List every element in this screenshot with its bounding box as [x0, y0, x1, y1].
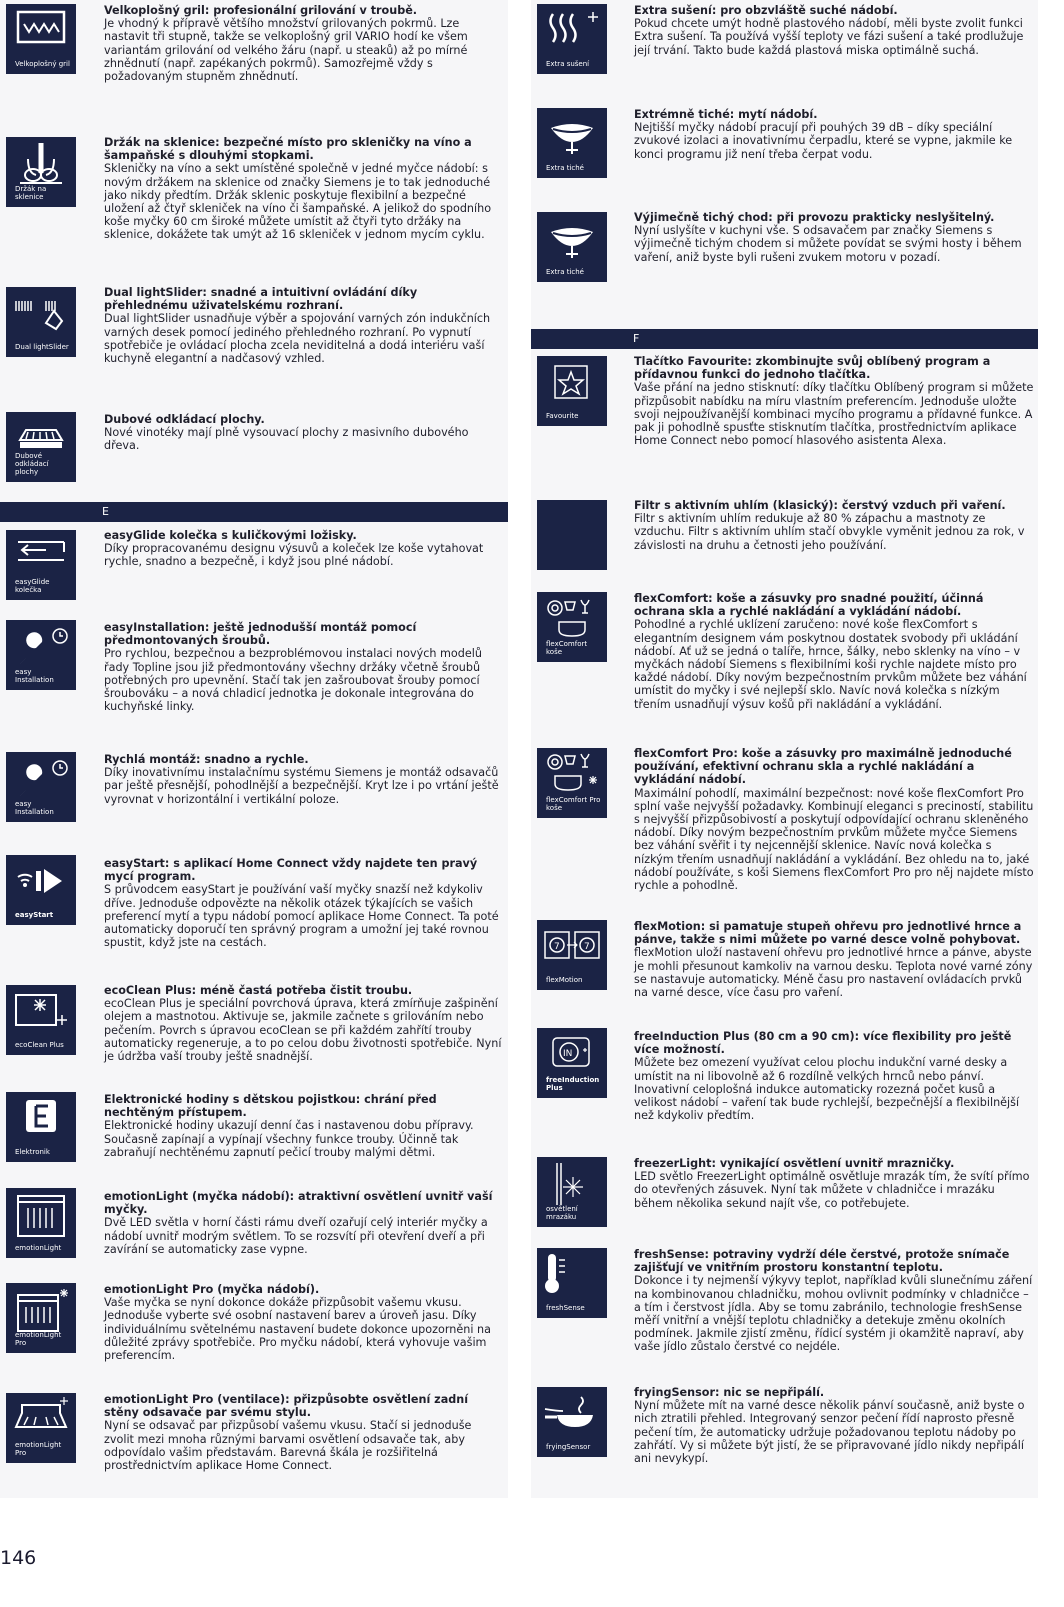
- entry-body: Maximální pohodlí, maximální bezpečnost: nové koše flexComfort Pro splní vaše nejvyšší požadavky. Kombinují eleganci s preciností, stabilitu s nejvyšší přizpůsobivostí a poskytují odpovídající ochranu skleněného nádobí. Díky novým bezpečnostním prvkům můžete myčce Siemens bez váhání svěřit i ty nejcennější sklenice. Navíc nová kolečka s nízkým třením usnadňují nakládání a vykládání. Bez ohledu na to, jaké nádobí používáte, s koši Siemens flexComfort Pro pro něj najdete místo rychle a pohodlně.: [634, 786, 1034, 893]
- entry-body: Nové vinotéky mají plně vysouvací plochy z masivního dubového dřeva.: [104, 426, 469, 453]
- entry-title: easyStart: s aplikací Home Connect vždy najdete ten pravý mycí program.: [104, 857, 478, 884]
- glass-holder-icon: Držák na sklenice: [6, 137, 76, 207]
- entry-title: emotionLight Pro (myčka nádobí).: [104, 1283, 320, 1296]
- entry-body: Pro rychlou, bezpečnou a bezproblémovou instalaci nových modelů řady Topline jsou již předmontovány všechny držáky včetně šroubů potřebných pro upevnění. Stačí tak jen zašroubovat šrouby pomocí šroubováku – a nová chladicí jednotka je dokonale integrována do kuchyňské linky.: [104, 647, 482, 714]
- entry-title: easyInstallation: ještě jednodušší montáž pomocí předmontovaných šroubů.: [104, 621, 417, 648]
- entry-body: Díky inovativnímu instalačnímu systému Siemens je montáž odsavačů par ještě přesnější, pohodlnější a bezpečnější. Kryt lze i po vrtání ještě vyrovnat v horizontální i vertikální poloze.: [104, 766, 499, 806]
- emotionlight-icon: emotionLight: [6, 1188, 76, 1258]
- entry-body: Můžete bez omezení využívat celou plochu indukční varné desky a umístit na ni libovolně až 6 rozdílně velkých hrnců nebo pánví. Inovativní celoplošná indukce automaticky rozezná počet kusů a velikost nádobí – vaření tak bude rychlejší, bezpečnější a flexibilnější než kdykoliv předtím.: [634, 1056, 1020, 1123]
- entry-body: Vaše myčka se nyní dokonce dokáže přizpůsobit vašemu vkusu. Jednoduše vyberte své osobní nastavení barev a úroveň jasu. Díky individuálnímu světelnému nastavení budete dokonce upozorněni na důležité zprávy spotřebiče. Pro myčku nádobí, která vyhovuje vašim preferencím.: [104, 1296, 491, 1363]
- entry-title: Extrémně tiché: mytí nádobí.: [634, 108, 818, 121]
- entry-body: LED světlo FreezerLight optimálně osvětluje mrazák tím, že svítí přímo do otevřených zásuvek. Nyní tak můžete v chladničce i mrazáku během několika sekund najít vše, co potřebujete.: [634, 1170, 1030, 1210]
- easyglide-icon: easyGlide kolečka: [6, 530, 76, 600]
- filter-icon: [537, 500, 607, 570]
- entry-title: Rychlá montáž: snadno a rychle.: [104, 753, 309, 766]
- oak-shelves-icon: Dubové odkládací plochy: [6, 412, 76, 482]
- freezerlight-icon: osvětlení mrazáku: [537, 1157, 607, 1227]
- section-letter-e: E: [102, 505, 109, 518]
- section-letter-f: F: [633, 332, 640, 345]
- flexmotion-icon: 7 7 flexMotion: [537, 920, 607, 990]
- entry-title: Extra sušení: pro obzvláště suché nádobí.: [634, 4, 898, 17]
- entry-title: fryingSensor: nic se nepřipálí.: [634, 1386, 825, 1399]
- entry-title: Držák na sklenice: bezpečné místo pro skleničky na víno a šampaňské s dlouhými stopkami.: [104, 136, 472, 163]
- section-bar-e: [0, 502, 508, 522]
- flexcomfort-icon: flexComfort koše: [537, 592, 607, 662]
- entry-title: Velkoplošný gril: profesionální grilování v troubě.: [104, 4, 418, 17]
- svg-text:IN: IN: [563, 1049, 573, 1059]
- entry-title: freshSense: potraviny vydrží déle čerstvé, protože snímače zajišťují ve vnitřním prostoru konstantní teplotu.: [634, 1248, 1010, 1275]
- silent-icon: Extra tiché: [537, 212, 607, 282]
- silent-icon: Extra tiché: [537, 108, 607, 178]
- entry-body: Je vhodný k přípravě většího množství grilovaných pokrmů. Lze nastavit tři stupně, takže se velkoplošný gril VARIO hodí ke všem variantám grilování od velkého žáru (např. u steaků) až po mírné zhnědnutí (např. zapékaných pokrmů). Samozřejmě vždy s požadovaným stupněm zhnědnutí.: [104, 17, 468, 84]
- entry-body: ecoClean Plus je speciální povrchová úprava, která zmírňuje zašpinění olejem a mastnotou. Aktivuje se, jakmile začnete s grilováním nebo pečením. Povrch s úpravou ecoClean se při každém zahřítí trouby automaticky regeneruje, a to po celou dobu životnosti spotřebiče. Nyní je údržba vaší trouby ještě snadnější.: [104, 997, 502, 1064]
- emotionlight-pro-icon: emotionLight Pro: [6, 1283, 76, 1353]
- grill-icon: Velkoplošný gril: [6, 4, 76, 74]
- entry-body: Nejtišší myčky nádobí pracují při pouhých 39 dB – díky speciální zvukové izolaci a inovativnímu čerpadlu, které se vypne, jakmile ke konci programu již není třeba čerpat vodu.: [634, 121, 1013, 161]
- easystart-icon: easyStart: [6, 855, 76, 925]
- ecoclean-icon: ecoClean Plus: [6, 985, 76, 1055]
- wrench-clock-icon: easy Installation: [6, 752, 76, 822]
- entry-body: Dual lightSlider usnadňuje výběr a spojování varných zón indukčních varných desek pomocí jediného přehledného rozhraní. Po vypnutí spotřebiče je ovládací plocha zcela neviditelná a dodá interiéru vaší kuchyně elegantní a nadčasový vzhled.: [104, 312, 491, 366]
- entry-body: flexMotion uloží nastavení ohřevu pro jednotlivé hrnce a pánve, abyste je mohli přesunout kamkoliv na varnou desku. Teplota nové varné zóny se nastavuje automaticky. Méně času pro nastavení ovládacích prvků na varné desce, více času pro vaření.: [634, 946, 1033, 1000]
- entry-title: Elektronické hodiny s dětskou pojistkou: chrání před nechtěným přístupem.: [104, 1093, 437, 1120]
- favourite-icon: Favourite: [537, 356, 607, 426]
- entry-title: easyGlide kolečka s kuličkovými ložisky.: [104, 529, 357, 542]
- entry-title: Dubové odkládací plochy.: [104, 413, 265, 426]
- entry-body: Pohodlné a rychlé uklízení zaručeno: nové koše flexComfort s elegantním designem vám poskytnou dostatek svobody při ukládání nádobí. Ať už se jedná o talíře, hrnce, šálky, nebo sklenky na víno – v myčkách nádobí Siemens s flexibilními koši rychle najdete místo pro každé nádobí. Díky novým bezpečnostním prvkům můžete bez váhání umístit do myčky i své nejlepší sklo. Navíc nová kolečka s nízkým třením usnadňují výsuv košů při nakládání a vykládání.: [634, 618, 1027, 711]
- flexcomfort-pro-icon: flexComfort Pro koše: [537, 748, 607, 818]
- entry-title: Dual lightSlider: snadné a intuitivní ovládání díky přehlednému uživatelskému rozhraní.: [104, 286, 418, 313]
- entry-title: flexComfort: koše a zásuvky pro snadné použití, účinná ochrana skla a rychlé nakládání a vykládání nádobí.: [634, 592, 984, 619]
- entry-title: freezerLight: vynikající osvětlení uvnitř mrazničky.: [634, 1157, 955, 1170]
- electronic-clock-icon: Elektronik: [6, 1092, 76, 1162]
- entry-body: Díky propracovanému designu výsuvů a koleček lze koše vytahovat rychle, snadno a bezpečně, i když jsou plné nádobí.: [104, 542, 484, 569]
- entry-title: emotionLight (myčka nádobí): atraktivní osvětlení uvnitř vaší myčky.: [104, 1190, 493, 1217]
- svg-text:7: 7: [584, 942, 590, 952]
- entry-body: Dvě LED světla v horní části rámu dveří ozařují celý interiér myčky a nádobí uvnitř modrým světlem. To se rozsvítí při otevření dveří a při zavírání se automaticky zase vypne.: [104, 1216, 488, 1256]
- slider-icon: Dual lightSlider: [6, 287, 76, 357]
- entry-title: emotionLight Pro (ventilace): přizpůsobte osvětlení zadní stěny odsavače par svému stylu.: [104, 1393, 469, 1420]
- entry-body: Pokud chcete umýt hodně plastového nádobí, měli byste zvolit funkci Extra sušení. Ta používá vyšší teploty ve fázi sušení a také prodlužuje její trvání. Takto bude každá plastová miska optimálně suchá.: [634, 17, 1024, 57]
- entry-body: Dokonce i ty nejmenší výkyvy teplot, například kvůli slunečnímu záření na kombinovanou chladničku, mohou ovlivnit podmínky v chladničce – a tím i čerstvost jídla. Aby se tomu zabránilo, technologie freshSense měří vnitřní a vnější teplotu chladničky a detekuje změnu okolních podmínek. Jakmile zjistí změnu, řídicí systém ji okamžitě napraví, aby vaše jídlo zůstalo čerstvé co nejdéle.: [634, 1274, 1033, 1354]
- entry-title: Tlačítko Favourite: zkombinujte svůj oblíbený program a přídavnou funkci do jednoho tlačítka.: [634, 355, 991, 382]
- entry-title: flexMotion: si pamatuje stupeň ohřevu pro jednotlivé hrnce a pánve, takže s nimi můžete po varné desce volně pohybovat.: [634, 920, 1022, 947]
- entry-title: Filtr s aktivním uhlím (klasický): čerstvý vzduch při vaření.: [634, 499, 1006, 512]
- entry-title: flexComfort Pro: koše a zásuvky pro maximálně jednoduché používání, efektivní ochranu skla a rychlé nakládání a vykládání nádobí.: [634, 747, 1012, 787]
- entry-body: Skleničky na víno a sekt umístěné společně v jedné myčce nádobí: s novým držákem na sklenice od značky Siemens je to tak jednoduché jako nikdy předtím. Držák sklenic poskytuje flexibilní a bezpečné uložení až čtyř skleniček na víno či šampaňské. A jelikož do spodního koše myčky 60 cm široké můžete umístit až čtyři tyto držáky na sklenice, dokážete tak umýt až 16 skleniček v jednom mycím cyklu.: [104, 162, 492, 242]
- entry-body: Filtr s aktivním uhlím redukuje až 80 % zápachu a mastnoty ze vzduchu. Filtr s aktivním uhlím stačí obvykle vyměnit jednou za rok, v závislosti na druhu a četnosti jeho používání.: [634, 512, 1025, 552]
- entry-title: ecoClean Plus: méně častá potřeba čistit troubu.: [104, 984, 413, 997]
- section-bar-f: [531, 329, 1038, 349]
- entry-title: freeInduction Plus (80 cm a 90 cm): více flexibility pro ještě více možností.: [634, 1030, 1012, 1057]
- entry-body: Nyní můžete mít na varné desce několik pánví současně, aniž byste o nich ztratili přehled. Integrovaný senzor pečení řídí naprosto přesně pečení tím, že automaticky udržuje požadovanou teplotu nádoby po zahřátí. Vy si můžete být jistí, že se připravované jídlo nikdy nepřipálí ani nevykypí.: [634, 1399, 1025, 1466]
- entry-body: Nyní uslyšíte v kuchyni vše. S odsavačem par značky Siemens s výjimečně tichým chodem si můžete povídat se svými hosty i během vaření, aniž byste byli rušeni zvukem motoru v pozadí.: [634, 224, 1022, 264]
- pan-sensor-icon: fryingSensor: [537, 1387, 607, 1457]
- extra-dry-icon: Extra sušení: [537, 4, 607, 74]
- entry-body: Nyní se odsavač par přizpůsobí vašemu vkusu. Stačí si jednoduše zvolit mezi mnoha různými barvami osvětlení odsavače tak, aby odpovídalo vašim představám. Barevná škála je rozšiřitelná prostřednictvím aplikace Home Connect.: [104, 1419, 472, 1473]
- hood-light-icon: emotionLight Pro: [6, 1393, 76, 1463]
- svg-text:7: 7: [554, 942, 560, 952]
- entry-title: Výjimečně tichý chod: při provozu prakticky neslyšitelný.: [634, 211, 995, 224]
- wrench-clock-icon: easy Installation: [6, 620, 76, 690]
- page-number: 146: [0, 1547, 37, 1569]
- thermometer-icon: freshSense: [537, 1248, 607, 1318]
- freeinduction-icon: IN freeInduction Plus: [537, 1028, 607, 1098]
- entry-body: Elektronické hodiny ukazují denní čas i nastavenou dobu přípravy. Současně zapínají a vypínají všechny funkce trouby. Účinně tak zabraňují nechtěnému zapnutí pečicí trouby malými dětmi.: [104, 1119, 474, 1159]
- entry-body: S průvodcem easyStart je používání vaší myčky snazší než kdykoliv dříve. Jednoduše odpovězte na několik otázek týkajících se vašich preferencí mytí a typu nádobí pomocí aplikace Home Connect. Ta poté automaticky doporučí ten správný program a umožní jej také rovnou spustit, když jste na cestách.: [104, 883, 499, 950]
- entry-body: Vaše přání na jedno stisknutí: díky tlačítku Oblíbený program si můžete přizpůsobit nabídku na míru vlastním preferencím. Jednoduše uložte svoji nejpoužívanější kombinaci mycího programu a přídavné funkce. A pak ji pohodlně spusťte stisknutím tlačítka, prostřednictvím aplikace Home Connect nebo pomocí hlasového asistenta Alexa.: [634, 381, 1034, 448]
